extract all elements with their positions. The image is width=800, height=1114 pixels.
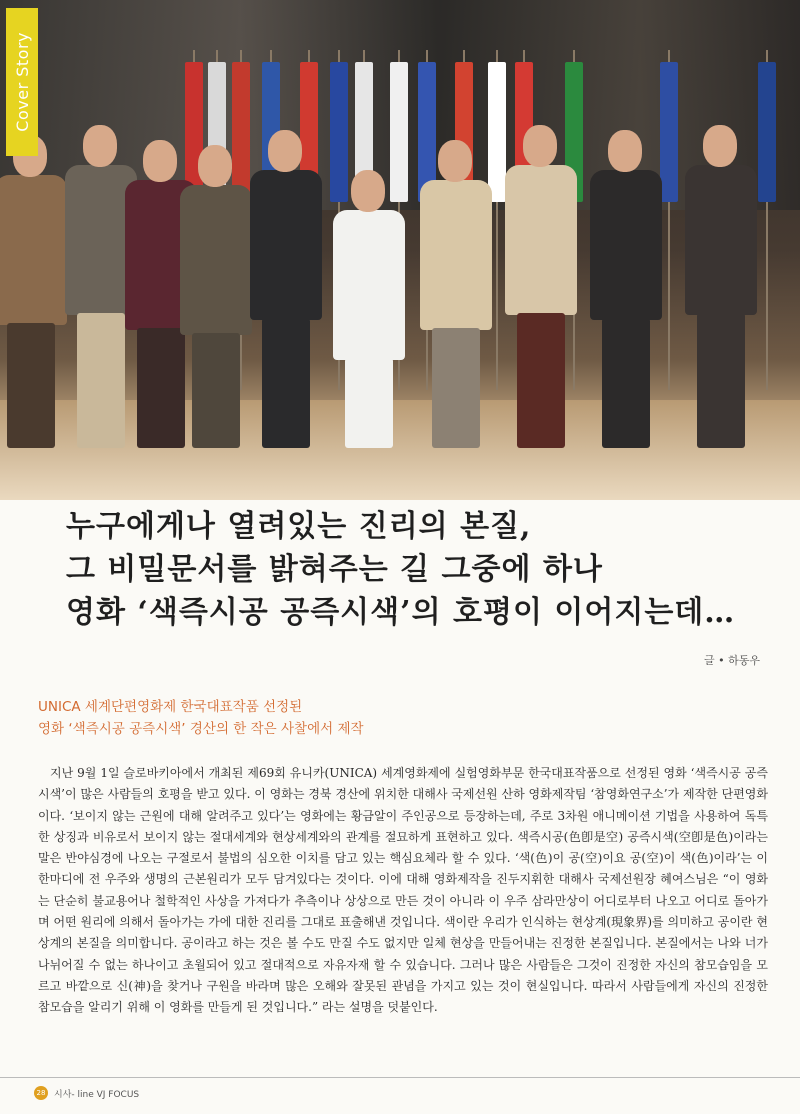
person-head (143, 140, 177, 182)
page-footer (34, 1086, 139, 1100)
person-legs (432, 328, 480, 448)
publication-name: 시사- line VJ FOCUS (54, 1089, 140, 1100)
person-legs (517, 313, 565, 448)
flag (232, 62, 250, 202)
headline-line-3: 영화 ‘색즉시공 공즉시색’의 호평이 이어지는데… (66, 595, 736, 630)
headline-line-2: 그 비밀문서를 밝혀주는 길 그중에 하나 (66, 552, 603, 587)
person-body (0, 175, 67, 325)
subhead (38, 696, 364, 740)
person-legs (697, 313, 745, 448)
person-legs (7, 323, 55, 448)
flag (758, 62, 776, 202)
subhead-line-1: UNICA 세계단편영화제 한국대표작품 선정된 (38, 699, 303, 715)
person-body (505, 165, 577, 315)
person-body (685, 165, 757, 315)
person-legs (192, 333, 240, 448)
person-legs (137, 328, 185, 448)
person-body (590, 170, 662, 320)
section-tab-label: Cover Story (12, 32, 32, 132)
person-legs (262, 318, 310, 448)
person-legs (602, 318, 650, 448)
person-body (180, 185, 252, 335)
person-head (351, 170, 385, 212)
person-head (703, 125, 737, 167)
flag (330, 62, 348, 202)
byline: 글 • 하동우 (704, 654, 760, 667)
article-body: 지난 9월 1일 슬로바키아에서 개최된 제69회 유니카(UNICA) 세계영화제에 실험영화부문 한국대표작품으로 선정된 영화 ‘색즉시공 공즉시색’이 많은 사람들의 호평을 받고 있다. 이 영화는 경북 경산에 위치한 대해사 국제선원 산하 영화제작팀 ‘참영화연구소’가 제작한 단편영화이다. ‘보이지 않는 근원에 대해 알려주고 있다’는 영화에는 황금알이 주인공으로 등장하는데, 주로 3차원 애니메이션 기법을 사용하여 독특한 상징과 비유로서 보이지 않는 절대세계와 현상세계와의 관계를 절묘하게 표현하고 있다. 색즉시공(色卽是空) 공즉시색(空卽是色)이라는 말은 반야심경에 나오는 구절로서 불법의 심오한 이치를 담고 있는 핵심요체라 할 수 있다. ‘색(色)이 공(空)이요 공(空)이 색(色)이라’는 이 한마디에 전 우주와 생명의 근본원리가 모두 담겨있다는 것이다. 이에 대해 영화제작을 진두지휘한 대해사 국제선원장 혜여스님은 “이 영화는 단순히 불교용어나 철학적인 사상을 가져다가 추측이나 상상으로 만든 것이 아니라 이 우주 삼라만상이 어디로부터 나오고 어디로 돌아가며 어떤 원리에 의해서 돌아가는 가에 대한 진리를 그대로 표출해낸 것입니다. 색이란 우리가 인식하는 현상계(現象界)를 의미하고 공이란 현상계의 본질을 의미합니다. 공이라고 하는 것은 볼 수도 만질 수도 없지만 일체 현상을 만들어내는 진정한 본질입니다. 본질에서는 나와 너가 나뉘어질 수 없는 하나이고 초월되어 있고 절대적으로 자유자재 할 수 있습니다. 그러나 많은 사람들은 그것이 진정한 자신의 참모습임을 모르고 바깥으로 신(神)을 찾거나 구원을 바라며 많은 오해와 잘못된 관념을 가지고 있는 것이 현실입니다. 따라서 사람들에게 자신의 진정한 참모습을 알리기 위해 이 영화를 만들게 된 것입니다.” 라는 설명을 덧붙인다. (38, 766, 768, 1015)
footer-divider (0, 1077, 800, 1078)
subhead-line-2: 영화 ‘색즉시공 공즉시색’ 경산의 한 작은 사찰에서 제작 (38, 721, 364, 737)
person-head (268, 130, 302, 172)
flag (390, 62, 408, 202)
person-legs (345, 358, 393, 448)
page-number-badge: 28 (34, 1086, 48, 1100)
cover-photo (0, 0, 800, 500)
flag (488, 62, 506, 202)
person-head (523, 125, 557, 167)
headline (66, 505, 786, 634)
headline-line-1: 누구에게나 열려있는 진리의 본질, (66, 509, 532, 544)
section-tab (6, 8, 38, 156)
person-body (250, 170, 322, 320)
person-body (333, 210, 405, 360)
person-head (198, 145, 232, 187)
flag (660, 62, 678, 202)
person-head (83, 125, 117, 167)
person-body (420, 180, 492, 330)
person-legs (77, 313, 125, 448)
person-head (608, 130, 642, 172)
person-head (438, 140, 472, 182)
